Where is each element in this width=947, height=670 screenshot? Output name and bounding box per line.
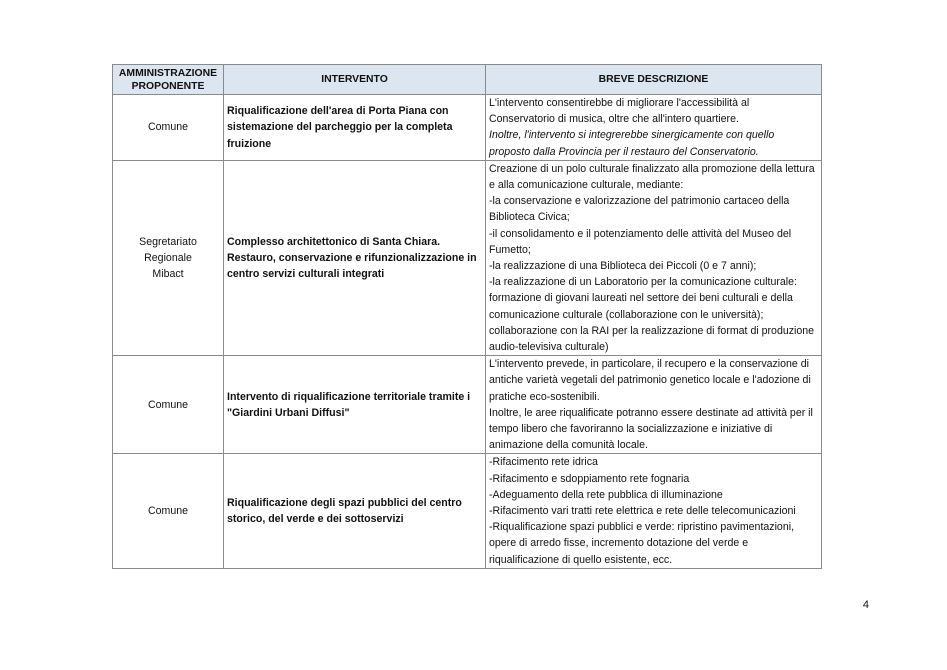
cell-intervento: Riqualificazione degli spazi pubblici del centro storico, del verde e dei sottoservizi xyxy=(224,454,486,568)
header-intervento: INTERVENTO xyxy=(224,65,486,95)
interventions-table xyxy=(112,64,822,569)
header-amministrazione: AMMINISTRAZIONE PROPONENTE xyxy=(113,65,224,95)
cell-descrizione xyxy=(486,95,822,161)
descr-line: -Riqualificazione spazi pubblici e verde: ripristino pavimentazioni, opere di arredo fisse, incremento dotazione del verde e riqualificazione di quello esistente, ecc. xyxy=(489,521,795,566)
cell-descrizione xyxy=(486,356,822,454)
cell-intervento: Complesso architettonico di Santa Chiara. Restauro, conservazione e rifunzionalizzazione in centro servizi culturali integrati xyxy=(224,160,486,355)
cell-intervento: Intervento di riqualificazione territoriale tramite i "Giardini Urbani Diffusi" xyxy=(224,356,486,454)
header-descrizione: BREVE DESCRIZIONE xyxy=(486,65,822,95)
cell-admin: Comune xyxy=(113,454,224,568)
table-row xyxy=(113,454,822,568)
page-number: 4 xyxy=(862,599,869,611)
descr-line: Creazione di un polo culturale finalizzato alla promozione della lettura e alla comunicazione culturale, mediante: xyxy=(489,162,815,192)
table-row xyxy=(113,356,822,454)
descr-line: L'intervento prevede, in particolare, il recupero e la conservazione di antiche varietà vegetali del patrimonio genetico locale e l'adozione di pratiche eco-sostenibili. xyxy=(489,358,811,403)
cell-descrizione xyxy=(486,454,822,568)
descr-line: -il consolidamento e il potenziamento delle attività del Museo del Fumetto; xyxy=(489,227,792,256)
table-row xyxy=(113,160,822,355)
cell-descrizione xyxy=(486,160,822,355)
descr-line: -Rifacimento rete idrica xyxy=(489,456,598,469)
cell-admin: Comune xyxy=(113,95,224,161)
descr-line: -la conservazione e valorizzazione del patrimonio cartaceo della Biblioteca Civica; xyxy=(489,195,790,224)
descr-line: -la realizzazione di un Laboratorio per la comunicazione culturale: formazione di giovani laureati nel settore dei beni culturali e della comunicazione culturale (collaborazione con le università); collaborazione con la RAI per la realizzazione di format di produzione audio-televisiva culturale) xyxy=(489,276,815,354)
table-row xyxy=(113,95,822,161)
cell-admin: Segretariato Regionale Mibact xyxy=(113,160,224,355)
table-header-row xyxy=(113,65,822,95)
descr-line-italic: Inoltre, l'intervento si integrerebbe sinergicamente con quello proposto dalla Provincia per il restauro del Conservatorio. xyxy=(489,129,775,158)
descr-line: L'intervento consentirebbe di migliorare l'accessibilità al Conservatorio di musica, oltre che all'intero quartiere. xyxy=(489,97,750,126)
cell-admin: Comune xyxy=(113,356,224,454)
descr-line: -Rifacimento vari tratti rete elettrica e rete delle telecomunicazioni xyxy=(489,505,796,518)
descr-line: -Adeguamento della rete pubblica di illuminazione xyxy=(489,488,723,501)
descr-line: Inoltre, le aree riqualificate potranno essere destinate ad attività per il tempo libero che favoriranno la socializzazione e iniziative di animazione della comunità locale. xyxy=(489,406,813,452)
descr-line: -la realizzazione di una Biblioteca dei Piccoli (0 e 7 anni); xyxy=(489,260,757,273)
descr-line: -Rifacimento e sdoppiamento rete fognaria xyxy=(489,472,690,485)
cell-intervento: Riqualificazione dell'area di Porta Piana con sistemazione del parcheggio per la completa fruizione xyxy=(224,95,486,161)
